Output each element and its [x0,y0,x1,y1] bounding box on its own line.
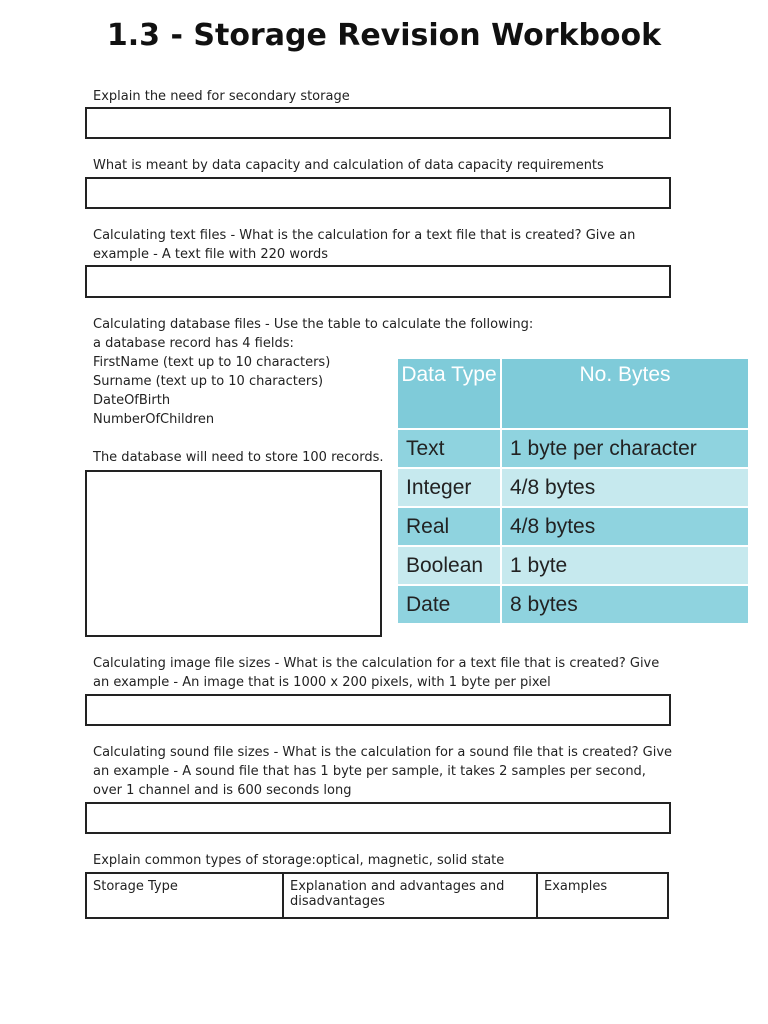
q4-line: Surname (text up to 10 characters) [93,374,324,389]
header-storage-type: Storage Type [86,873,283,918]
page-title: 1.3 - Storage Revision Workbook [106,18,662,53]
cell: Text [398,430,500,467]
cell: Boolean [398,547,500,584]
storage-table [85,872,669,919]
header-explanation: Explanation and advantages and disadvantages [283,873,537,918]
q4-line: DateOfBirth [93,393,171,408]
answer-box-1[interactable] [85,107,671,139]
cell: Real [398,508,500,545]
cell: 4/8 bytes [502,469,748,506]
question-text-files: Calculating text files - What is the calculation for a text file that is created? Give an example - A text file with 220 words [93,228,636,262]
header-no-bytes: No. Bytes [502,359,748,428]
table-row [398,430,748,467]
question-image-files: Calculating image file sizes - What is the calculation for a text file that is created? Give an example - An image that is 1000 x 200 pixels, with 1 byte per pixel [93,656,660,690]
header-examples: Examples [537,873,668,918]
table-row [398,547,748,584]
q4-note: The database will need to store 100 records. [93,450,384,465]
question-sound-files: Calculating sound file sizes - What is the calculation for a sound file that is created? Give an example - A sound file that has 1 byte per sample, it takes 2 samples per second, over 1 channel and is 600 seconds long [93,745,673,798]
q4-line: FirstName (text up to 10 characters) [93,355,331,370]
cell: Integer [398,469,500,506]
table-row [398,586,748,623]
cell: 1 byte per character [502,430,748,467]
answer-box-6[interactable] [85,802,671,834]
question-secondary-storage: Explain the need for secondary storage [93,89,350,104]
q4-line: a database record has 4 fields: [93,336,294,351]
data-type-table [396,357,750,625]
answer-box-2[interactable] [85,177,671,209]
q4-line: Calculating database files - Use the table to calculate the following: [93,317,534,332]
question-data-capacity: What is meant by data capacity and calculation of data capacity requirements [93,158,604,173]
cell: 4/8 bytes [502,508,748,545]
answer-box-3[interactable] [85,265,671,298]
cell: Date [398,586,500,623]
cell: 8 bytes [502,586,748,623]
answer-box-4[interactable] [85,470,382,637]
q4-line: NumberOfChildren [93,412,215,427]
table-row [398,469,748,506]
header-data-type: Data Type [398,359,500,428]
answer-box-5[interactable] [85,694,671,726]
cell: 1 byte [502,547,748,584]
question-storage-types: Explain common types of storage:optical, magnetic, solid state [93,853,505,868]
table-row [398,508,748,545]
